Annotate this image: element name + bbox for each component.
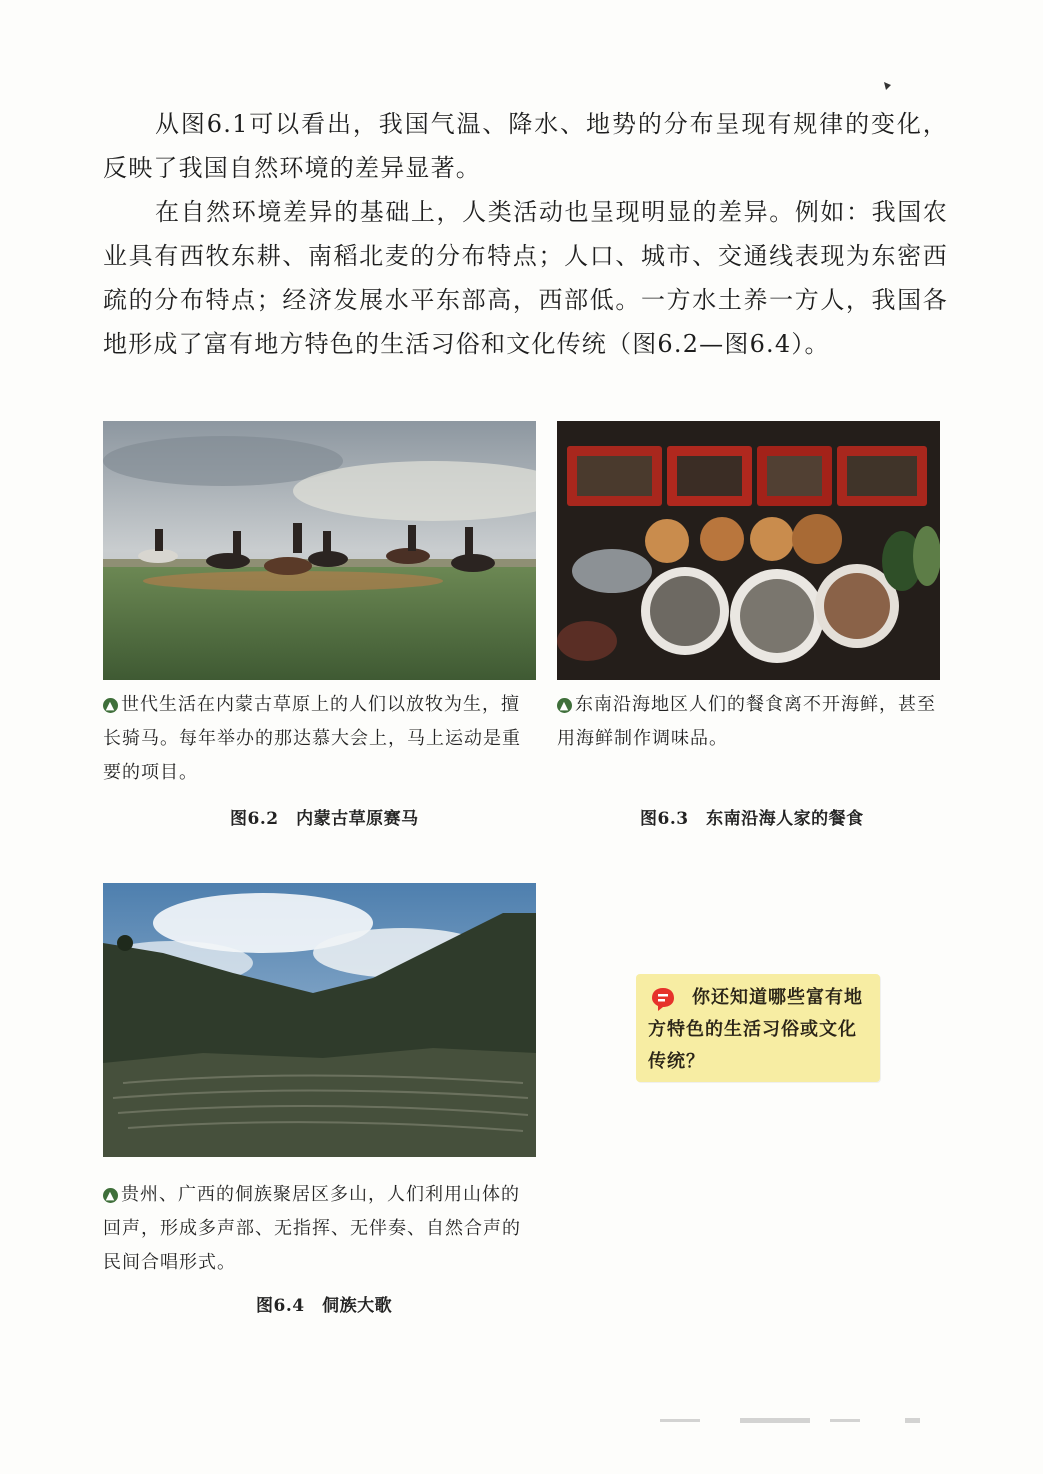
body-paragraph-2: 在自然环境差异的基础上，人类活动也呈现明显的差异。例如：我国农业具有西牧东耕、南稻北麦的分布特点；人口、城市、交通线表现为东密西疏的分布特点；经济发展水平东部高，西部低。一方水土养一方人，我国各地形成了富有地方特色的生活习俗和文化传统（图6.2—图6.4）。: [103, 198, 948, 358]
figure-title-6-2: 图6.2 内蒙古草原赛马: [230, 809, 419, 829]
caption-marker-icon: ▲: [103, 1188, 118, 1203]
page-mark: [882, 80, 894, 92]
caption-fig-6-3: [557, 688, 949, 756]
figure-title-6-3: 图6.3 东南沿海人家的餐食: [640, 809, 864, 829]
footer-artifact: [650, 1410, 950, 1430]
caption-marker-icon: ▲: [557, 698, 572, 713]
caption-text: 贵州、广西的侗族聚居区多山，人们利用山体的回声，形成多声部、无指挥、无伴奏、自然合声的民间合唱形式。: [103, 1184, 521, 1273]
figure-title-6-4: 图6.4 侗族大歌: [256, 1296, 393, 1316]
caption-text: 世代生活在内蒙古草原上的人们以放牧为生，擅长骑马。每年举办的那达慕大会上，马上运动是重要的项目。: [103, 694, 521, 783]
caption-marker-icon: ▲: [103, 698, 118, 713]
caption-fig-6-4: [103, 1178, 538, 1280]
seafood-photo: [557, 421, 940, 680]
mountain-terrace-photo: [103, 883, 536, 1157]
note-text: 你还知道哪些富有地方特色的生活习俗或文化传统？: [648, 987, 863, 1072]
thinking-note: [636, 974, 880, 1082]
caption-text: 东南沿海地区人们的餐食离不开海鲜，甚至用海鲜制作调味品。: [557, 694, 936, 749]
body-paragraph-1: 从图6.1可以看出，我国气温、降水、地势的分布呈现有规律的变化，反映了我国自然环境的差异显著。: [103, 110, 948, 182]
caption-fig-6-2: [103, 688, 533, 790]
horse-racing-photo: [103, 421, 536, 680]
